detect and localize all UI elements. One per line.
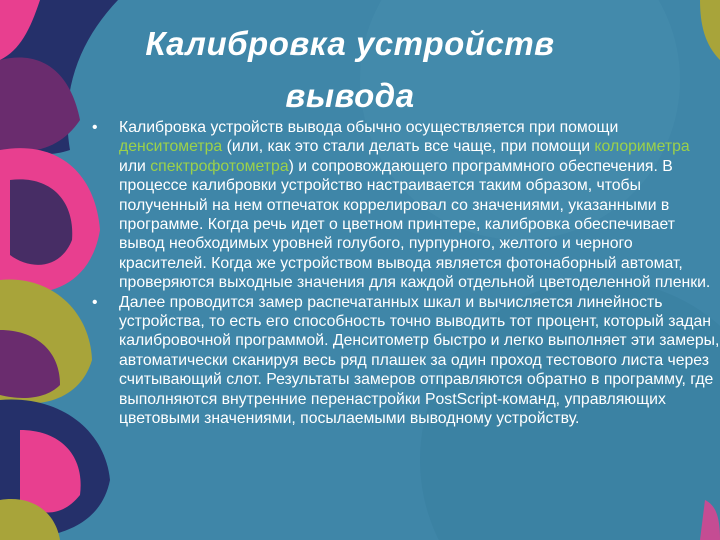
text-run: или (119, 157, 151, 175)
bullet-text-1 (119, 119, 710, 291)
slide-body (92, 118, 720, 429)
term-spectrophotometer: спектрофотометра (150, 157, 289, 175)
term-densitometer: денситометра (119, 138, 223, 156)
bullet-text-2: Далее проводится замер распечатанных шкал и вычисляется линейность устройства, то есть его способность точно выводить тот процент, который задан калибровочной программой. Денситометр быстро и легко выполняет эти замеры, автоматически сканируя весь ряд плашек за один проход тестового листа через считывающий слот. Результаты замеров отправляются обратно в программу, где выполняются внутренние перенастройки PostScript-команд, управляющих цветовыми значениями, посылаемыми выводному устройству. (119, 293, 720, 428)
title-line-2: вывода (285, 77, 415, 114)
slide-title (80, 18, 620, 122)
bullet-marker: • (92, 119, 98, 136)
term-colorimeter: колориметра (594, 138, 690, 156)
title-line-1: Калибровка устройств (145, 25, 555, 62)
text-run: (или, как это стали делать все чаще, при помощи (222, 138, 595, 156)
text-run: Калибровка устройств вывода обычно осуществляется при помощи (119, 119, 619, 136)
bullet-item-2 (92, 293, 720, 429)
bullet-item-1 (92, 118, 720, 293)
bullet-marker: • (92, 293, 98, 311)
text-run: ) и сопровождающего программного обеспечения. В процессе калибровки устройство настраивается таким образом, чтобы полученный на нем отпечаток коррелировал со значениями, указанными в программе. Когда речь идет о цветном принтере, калибровка обеспечивает вывод необходимых уровней голубого, пурпурного, желтого и черного красителей. Когда же устройством вывода является фотонаборный автомат, проверяются выходные значения для каждой отдельной цветоделенной пленки. (119, 157, 711, 292)
